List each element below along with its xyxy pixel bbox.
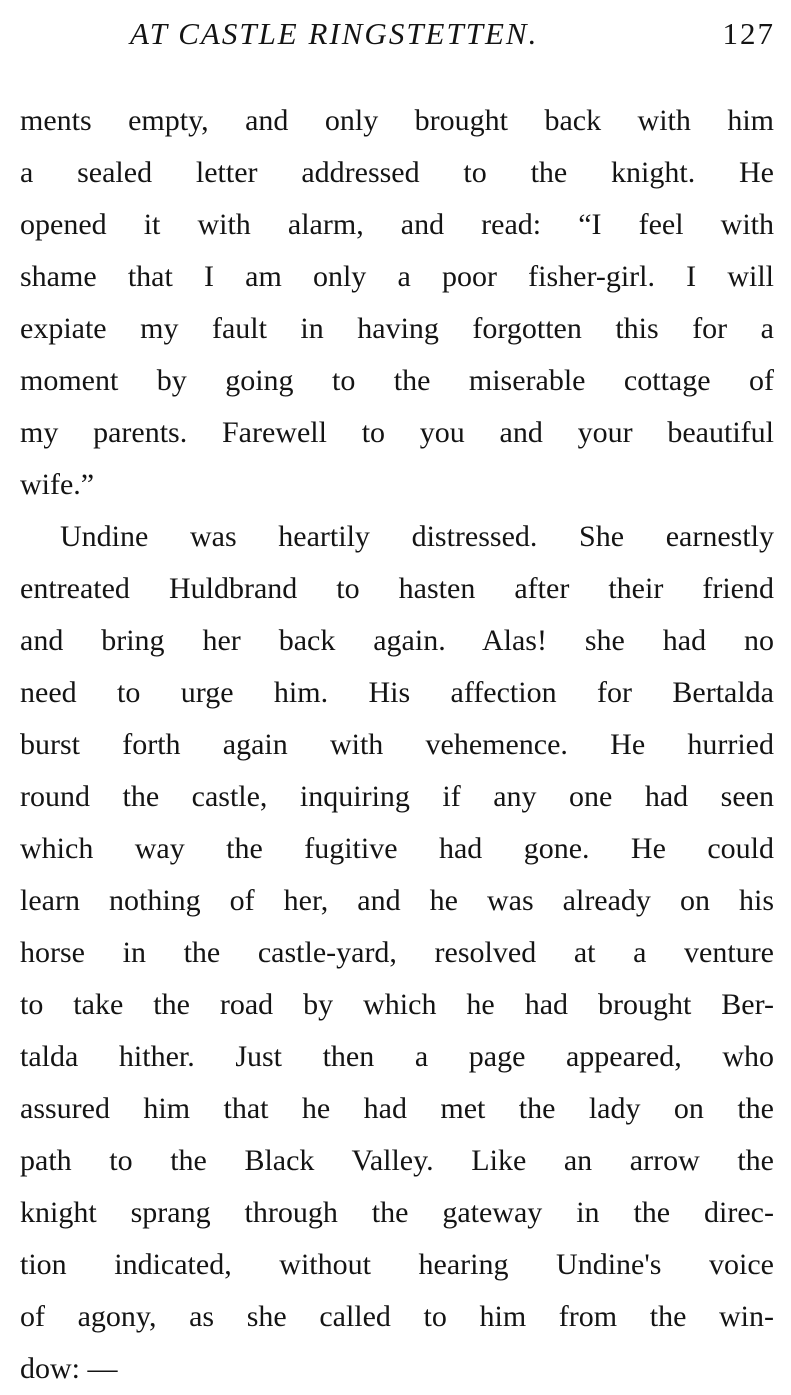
text-line: path to the Black Valley. Like an arrow the xyxy=(20,1144,774,1177)
text-line: assured him that he had met the lady on the xyxy=(20,1092,774,1125)
text-line: opened it with alarm, and read: “I feel with xyxy=(20,208,774,241)
text-line: dow: — xyxy=(20,1352,118,1385)
text-line: knight sprang through the gateway in the direc- xyxy=(20,1196,774,1229)
text-line: wife.” xyxy=(20,468,95,501)
text-line: entreated Huldbrand to hasten after their friend xyxy=(20,572,774,605)
text-line: to take the road by which he had brought Ber- xyxy=(20,988,774,1021)
paragraph xyxy=(20,511,774,1395)
text-line: need to urge him. His affection for Bertalda xyxy=(20,676,774,709)
text-line: of agony, as she called to him from the win- xyxy=(20,1300,774,1333)
text-line: moment by going to the miserable cottage of xyxy=(20,364,774,397)
running-header xyxy=(130,14,775,54)
page-number: 127 xyxy=(722,16,775,51)
text-line: round the castle, inquiring if any one had seen xyxy=(20,780,774,813)
text-line: shame that I am only a poor fisher-girl. I will xyxy=(20,260,774,293)
text-line: a sealed letter addressed to the knight. He xyxy=(20,156,774,189)
text-line: which way the fugitive had gone. He could xyxy=(20,832,774,865)
text-line: Undine was heartily distressed. She earnestly xyxy=(60,520,774,553)
text-line: talda hither. Just then a page appeared, who xyxy=(20,1040,774,1073)
text-line: horse in the castle-yard, resolved at a venture xyxy=(20,936,774,969)
running-title: AT CASTLE RINGSTETTEN. xyxy=(130,16,539,51)
text-line: ments empty, and only brought back with him xyxy=(20,104,774,137)
body-text xyxy=(20,95,774,1395)
text-line: and bring her back again. Alas! she had no xyxy=(20,624,774,657)
text-line: learn nothing of her, and he was already on his xyxy=(20,884,774,917)
text-line: my parents. Farewell to you and your beautiful xyxy=(20,416,774,449)
text-line: expiate my fault in having forgotten this for a xyxy=(20,312,774,345)
paragraph xyxy=(20,95,774,511)
text-line: tion indicated, without hearing Undine's voice xyxy=(20,1248,774,1281)
text-line: burst forth again with vehemence. He hurried xyxy=(20,728,774,761)
